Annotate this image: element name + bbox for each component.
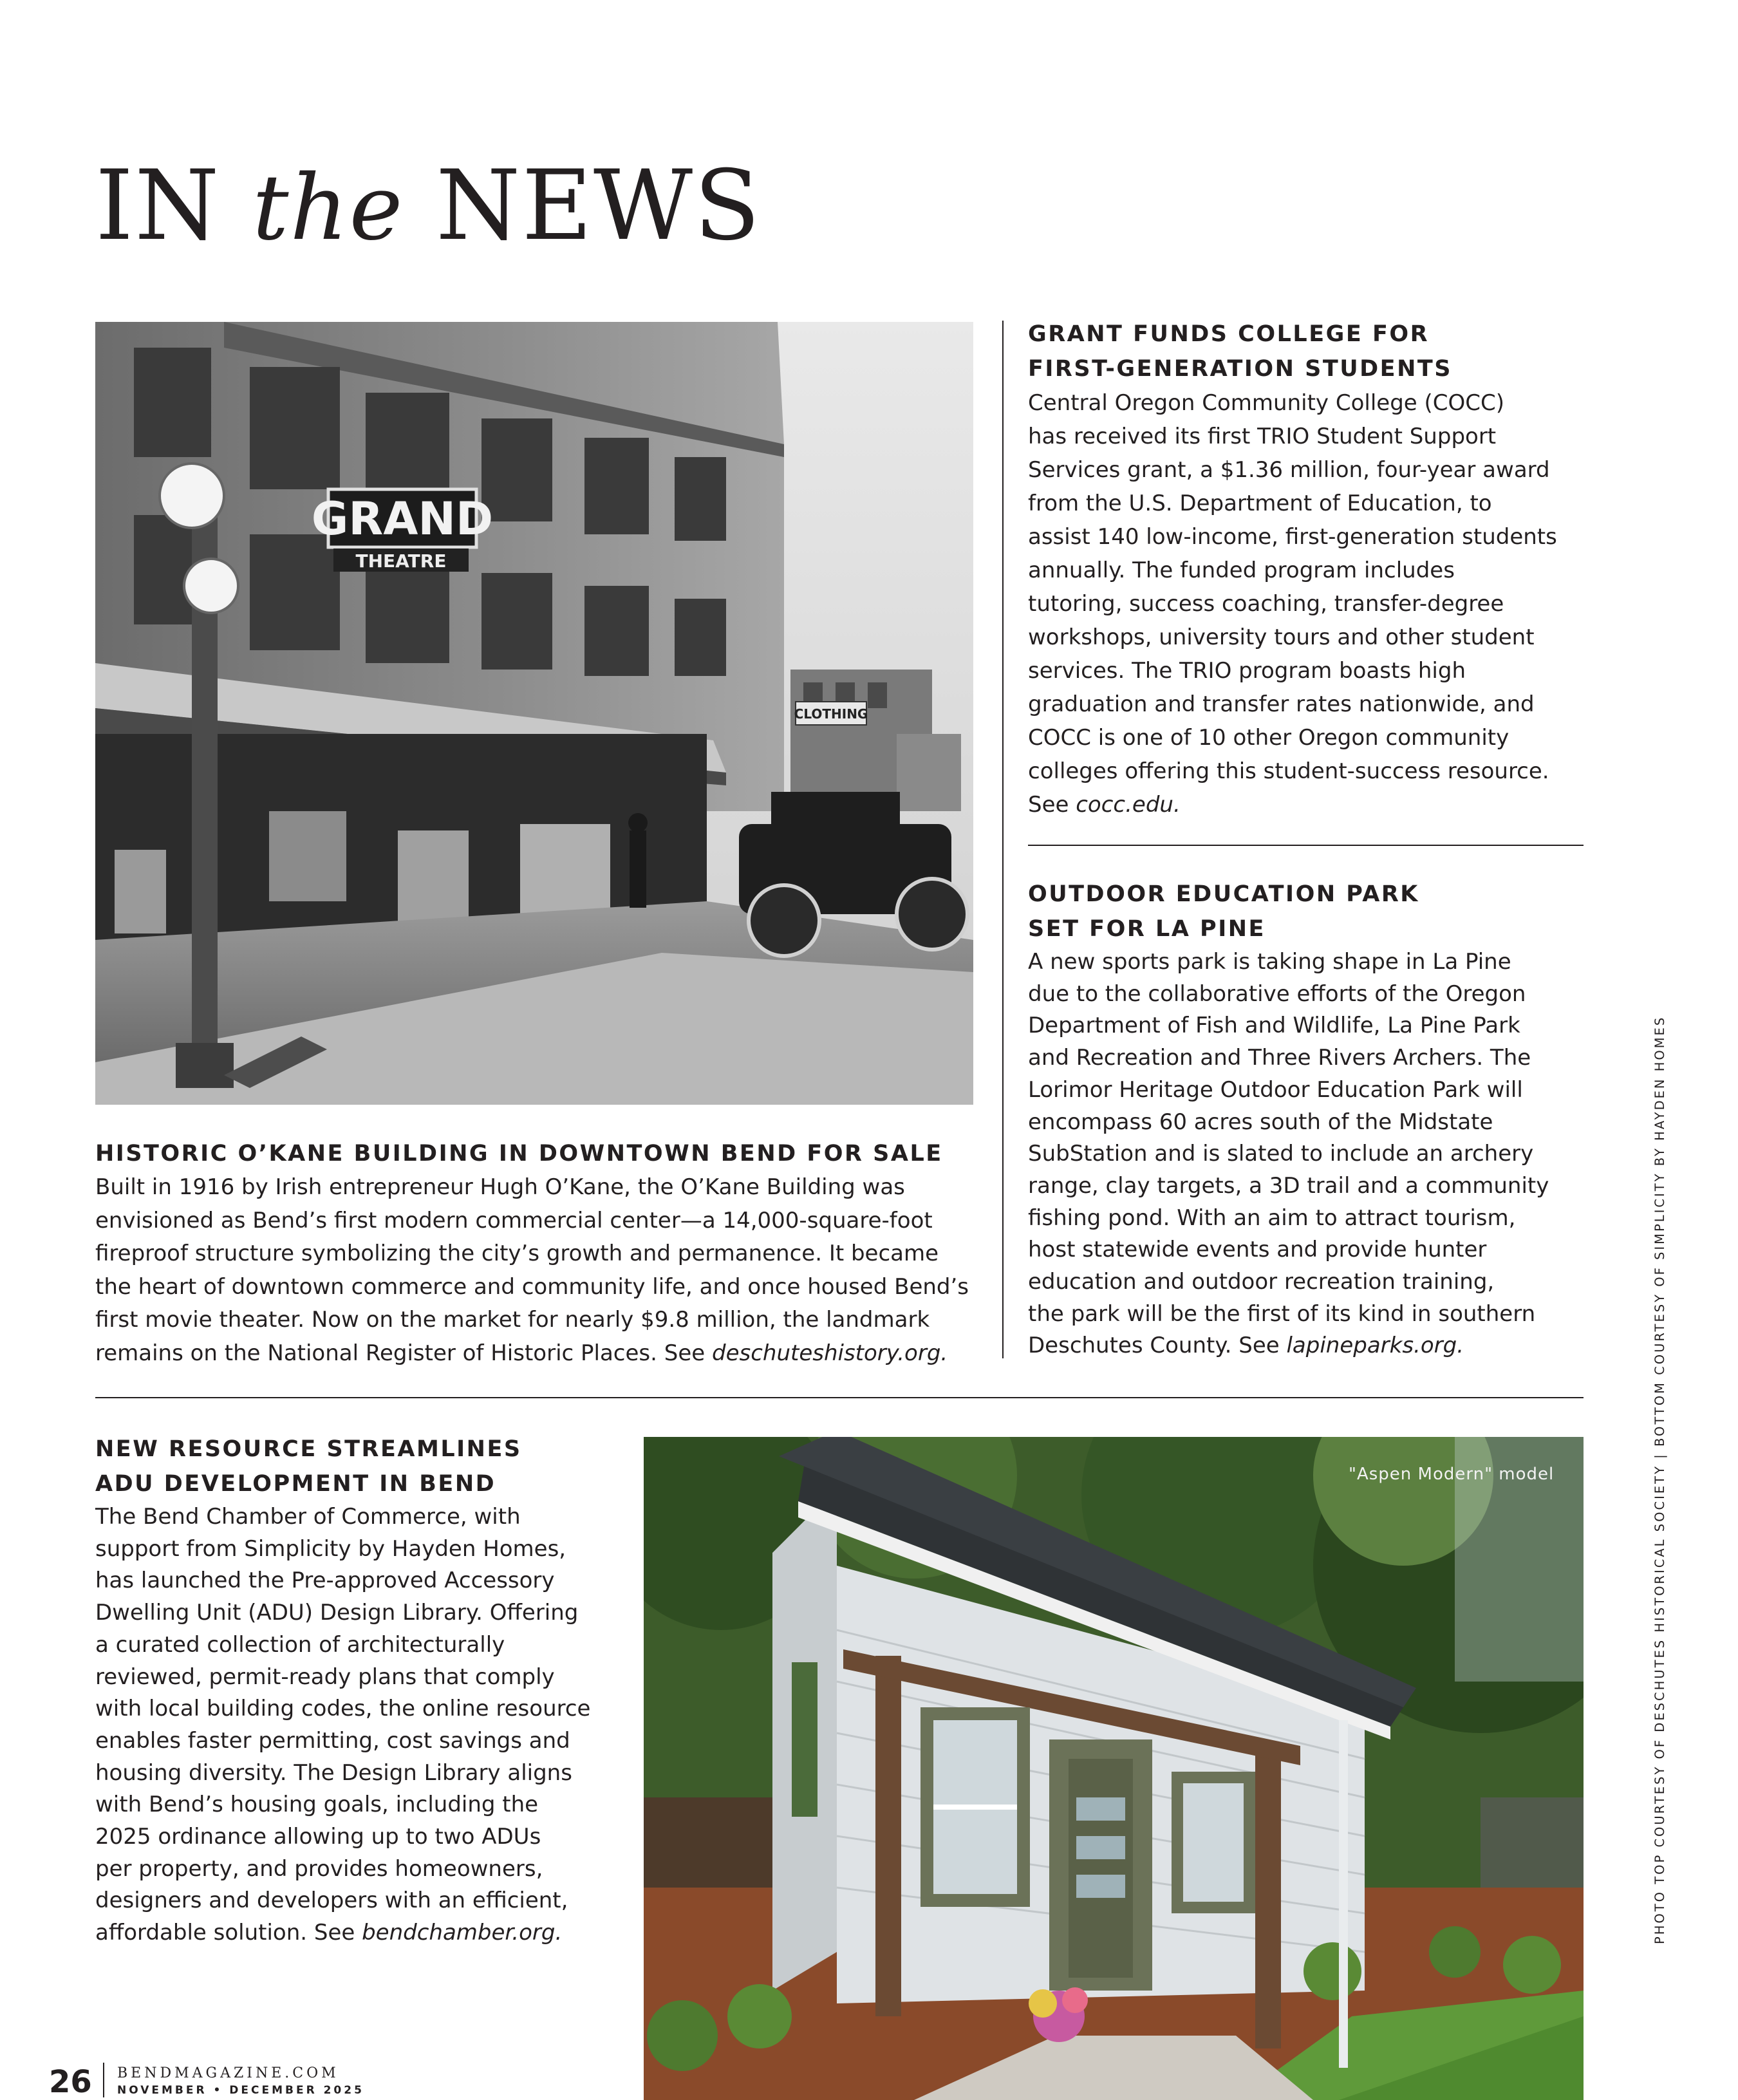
grant-divider — [1028, 845, 1584, 846]
line: colleges offering this student-success resource. — [1028, 758, 1549, 784]
line: a curated collection of architecturally — [95, 1631, 505, 1658]
line: range, clay targets, a 3D trail and a community — [1028, 1172, 1549, 1199]
folio-issue: NOVEMBER • DECEMBER 2025 — [117, 2084, 364, 2097]
line: assist 140 low-income, first-generation students — [1028, 524, 1557, 550]
line: COCC is one of 10 other Oregon community — [1028, 725, 1509, 751]
photo-caption-model: "Aspen Modern" model — [1349, 1465, 1555, 1484]
line: tutoring, success coaching, transfer-degree — [1028, 591, 1504, 617]
story-outdoor-heading — [1028, 877, 1672, 946]
line: Deschutes County. See — [1028, 1333, 1287, 1359]
story-outdoor-body — [1028, 946, 1672, 1362]
line: and Recreation and Three Rivers Archers. The — [1028, 1045, 1531, 1071]
line: host statewide events and provide hunter — [1028, 1237, 1487, 1263]
line: fireproof structure symbolizing the city’s growth and permanence. It became — [95, 1241, 939, 1266]
story-okane — [95, 1136, 984, 1370]
folio-divider — [103, 2063, 104, 2097]
line: workshops, university tours and other student — [1028, 624, 1535, 650]
grant-link[interactable]: cocc.edu. — [1076, 792, 1181, 818]
folio-site[interactable]: BENDMAGAZINE.COM — [117, 2065, 339, 2081]
line: graduation and transfer rates nationwide, and — [1028, 691, 1535, 717]
line: due to the collaborative efforts of the Oregon — [1028, 980, 1526, 1007]
story-adu-body — [95, 1501, 675, 1949]
column-divider — [1002, 321, 1004, 1358]
story-outdoor — [1028, 877, 1672, 1362]
line: Central Oregon Community College (COCC) — [1028, 390, 1505, 416]
okane-photo-illustration — [95, 322, 973, 1105]
line: services. The TRIO program boasts high — [1028, 658, 1466, 684]
line: first movie theater. Now on the market for nearly $9.8 million, the landmark — [95, 1307, 930, 1333]
line: Lorimor Heritage Outdoor Education Park will — [1028, 1076, 1523, 1103]
sign-clothing: CLOTHING — [794, 706, 868, 722]
okane-building-photo — [95, 322, 973, 1105]
title-news: NEWS — [436, 150, 762, 262]
story-adu — [95, 1432, 675, 1949]
clothing-sign — [794, 702, 868, 725]
line: envisioned as Bend’s first modern commercial center—a 14,000-square-foot — [95, 1207, 933, 1233]
story-grant-heading — [1028, 317, 1672, 386]
sign-grand: GRAND — [311, 492, 494, 545]
section-divider — [95, 1397, 1584, 1398]
line: support from Simplicity by Hayden Homes, — [95, 1535, 566, 1562]
line: has launched the Pre-approved Accessory — [95, 1568, 555, 1594]
heading-line: FIRST-GENERATION STUDENTS — [1028, 356, 1452, 382]
line: with local building codes, the online resource — [95, 1696, 591, 1722]
story-adu-heading — [95, 1432, 675, 1501]
page-number: 26 — [49, 2064, 92, 2100]
line: the heart of downtown commerce and community life, and once housed Bend’s — [95, 1273, 969, 1300]
line: housing diversity. The Design Library aligns — [95, 1759, 572, 1786]
line: per property, and provides homeowners, — [95, 1855, 543, 1882]
line: reviewed, permit-ready plans that comply — [95, 1664, 555, 1690]
section-title — [95, 150, 762, 262]
line: A new sports park is taking shape in La Pine — [1028, 949, 1511, 975]
title-the: the — [252, 156, 404, 261]
line: the park will be the first of its kind in southern — [1028, 1300, 1536, 1327]
adu-link[interactable]: bendchamber.org. — [362, 1920, 563, 1946]
line: remains on the National Register of Historic Places. See — [95, 1340, 712, 1366]
heading-line: ADU DEVELOPMENT IN BEND — [95, 1471, 496, 1497]
line: designers and developers with an efficient, — [95, 1888, 568, 1914]
line: 2025 ordinance allowing up to two ADUs — [95, 1824, 541, 1850]
line: from the U.S. Department of Education, to — [1028, 491, 1492, 516]
adu-photo-illustration — [644, 1437, 1584, 2100]
heading-line: SET FOR LA PINE — [1028, 916, 1266, 942]
photo-credit: PHOTO TOP COURTESY OF DESCHUTES HISTORICAL SOCIETY | BOTTOM COURTESY OF SIMPLICITY BY HAYDEN HOMES — [1652, 1015, 1667, 1944]
line: Built in 1916 by Irish entrepreneur Hugh O’Kane, the O’Kane Building was — [95, 1174, 905, 1200]
line: The Bend Chamber of Commerce, with — [95, 1504, 521, 1530]
heading-line: NEW RESOURCE STREAMLINES — [95, 1436, 522, 1462]
line: with Bend’s housing goals, including the — [95, 1792, 539, 1818]
heading-line: GRANT FUNDS COLLEGE FOR — [1028, 321, 1430, 347]
line: annually. The funded program includes — [1028, 558, 1455, 583]
line: SubStation and is slated to include an archery — [1028, 1141, 1534, 1167]
sign-theatre: THEATRE — [355, 550, 447, 572]
line: Services grant, a $1.36 million, four-year award — [1028, 457, 1550, 483]
story-grant — [1028, 317, 1672, 821]
adu-house-photo — [644, 1437, 1584, 2100]
story-okane-body — [95, 1171, 984, 1370]
okane-link[interactable]: deschuteshistory.org. — [711, 1340, 948, 1366]
title-in: IN — [95, 150, 221, 262]
heading-line: OUTDOOR EDUCATION PARK — [1028, 881, 1419, 907]
line: fishing pond. With an aim to attract tourism, — [1028, 1205, 1516, 1231]
line: See — [1028, 792, 1076, 818]
line: encompass 60 acres south of the Midstate — [1028, 1109, 1493, 1135]
outdoor-link[interactable]: lapineparks.org. — [1286, 1333, 1464, 1359]
line: Department of Fish and Wildlife, La Pine Park — [1028, 1013, 1520, 1039]
story-grant-body — [1028, 386, 1672, 821]
line: education and outdoor recreation training, — [1028, 1269, 1495, 1295]
line: Dwelling Unit (ADU) Design Library. Offering — [95, 1600, 579, 1626]
line: has received its first TRIO Student Support — [1028, 424, 1497, 449]
line: affordable solution. See — [95, 1920, 362, 1946]
line: enables faster permitting, cost savings and — [95, 1727, 570, 1754]
grand-theatre-sign — [312, 489, 493, 572]
story-okane-heading: HISTORIC O’KANE BUILDING IN DOWNTOWN BEND FOR SALE — [95, 1141, 943, 1167]
